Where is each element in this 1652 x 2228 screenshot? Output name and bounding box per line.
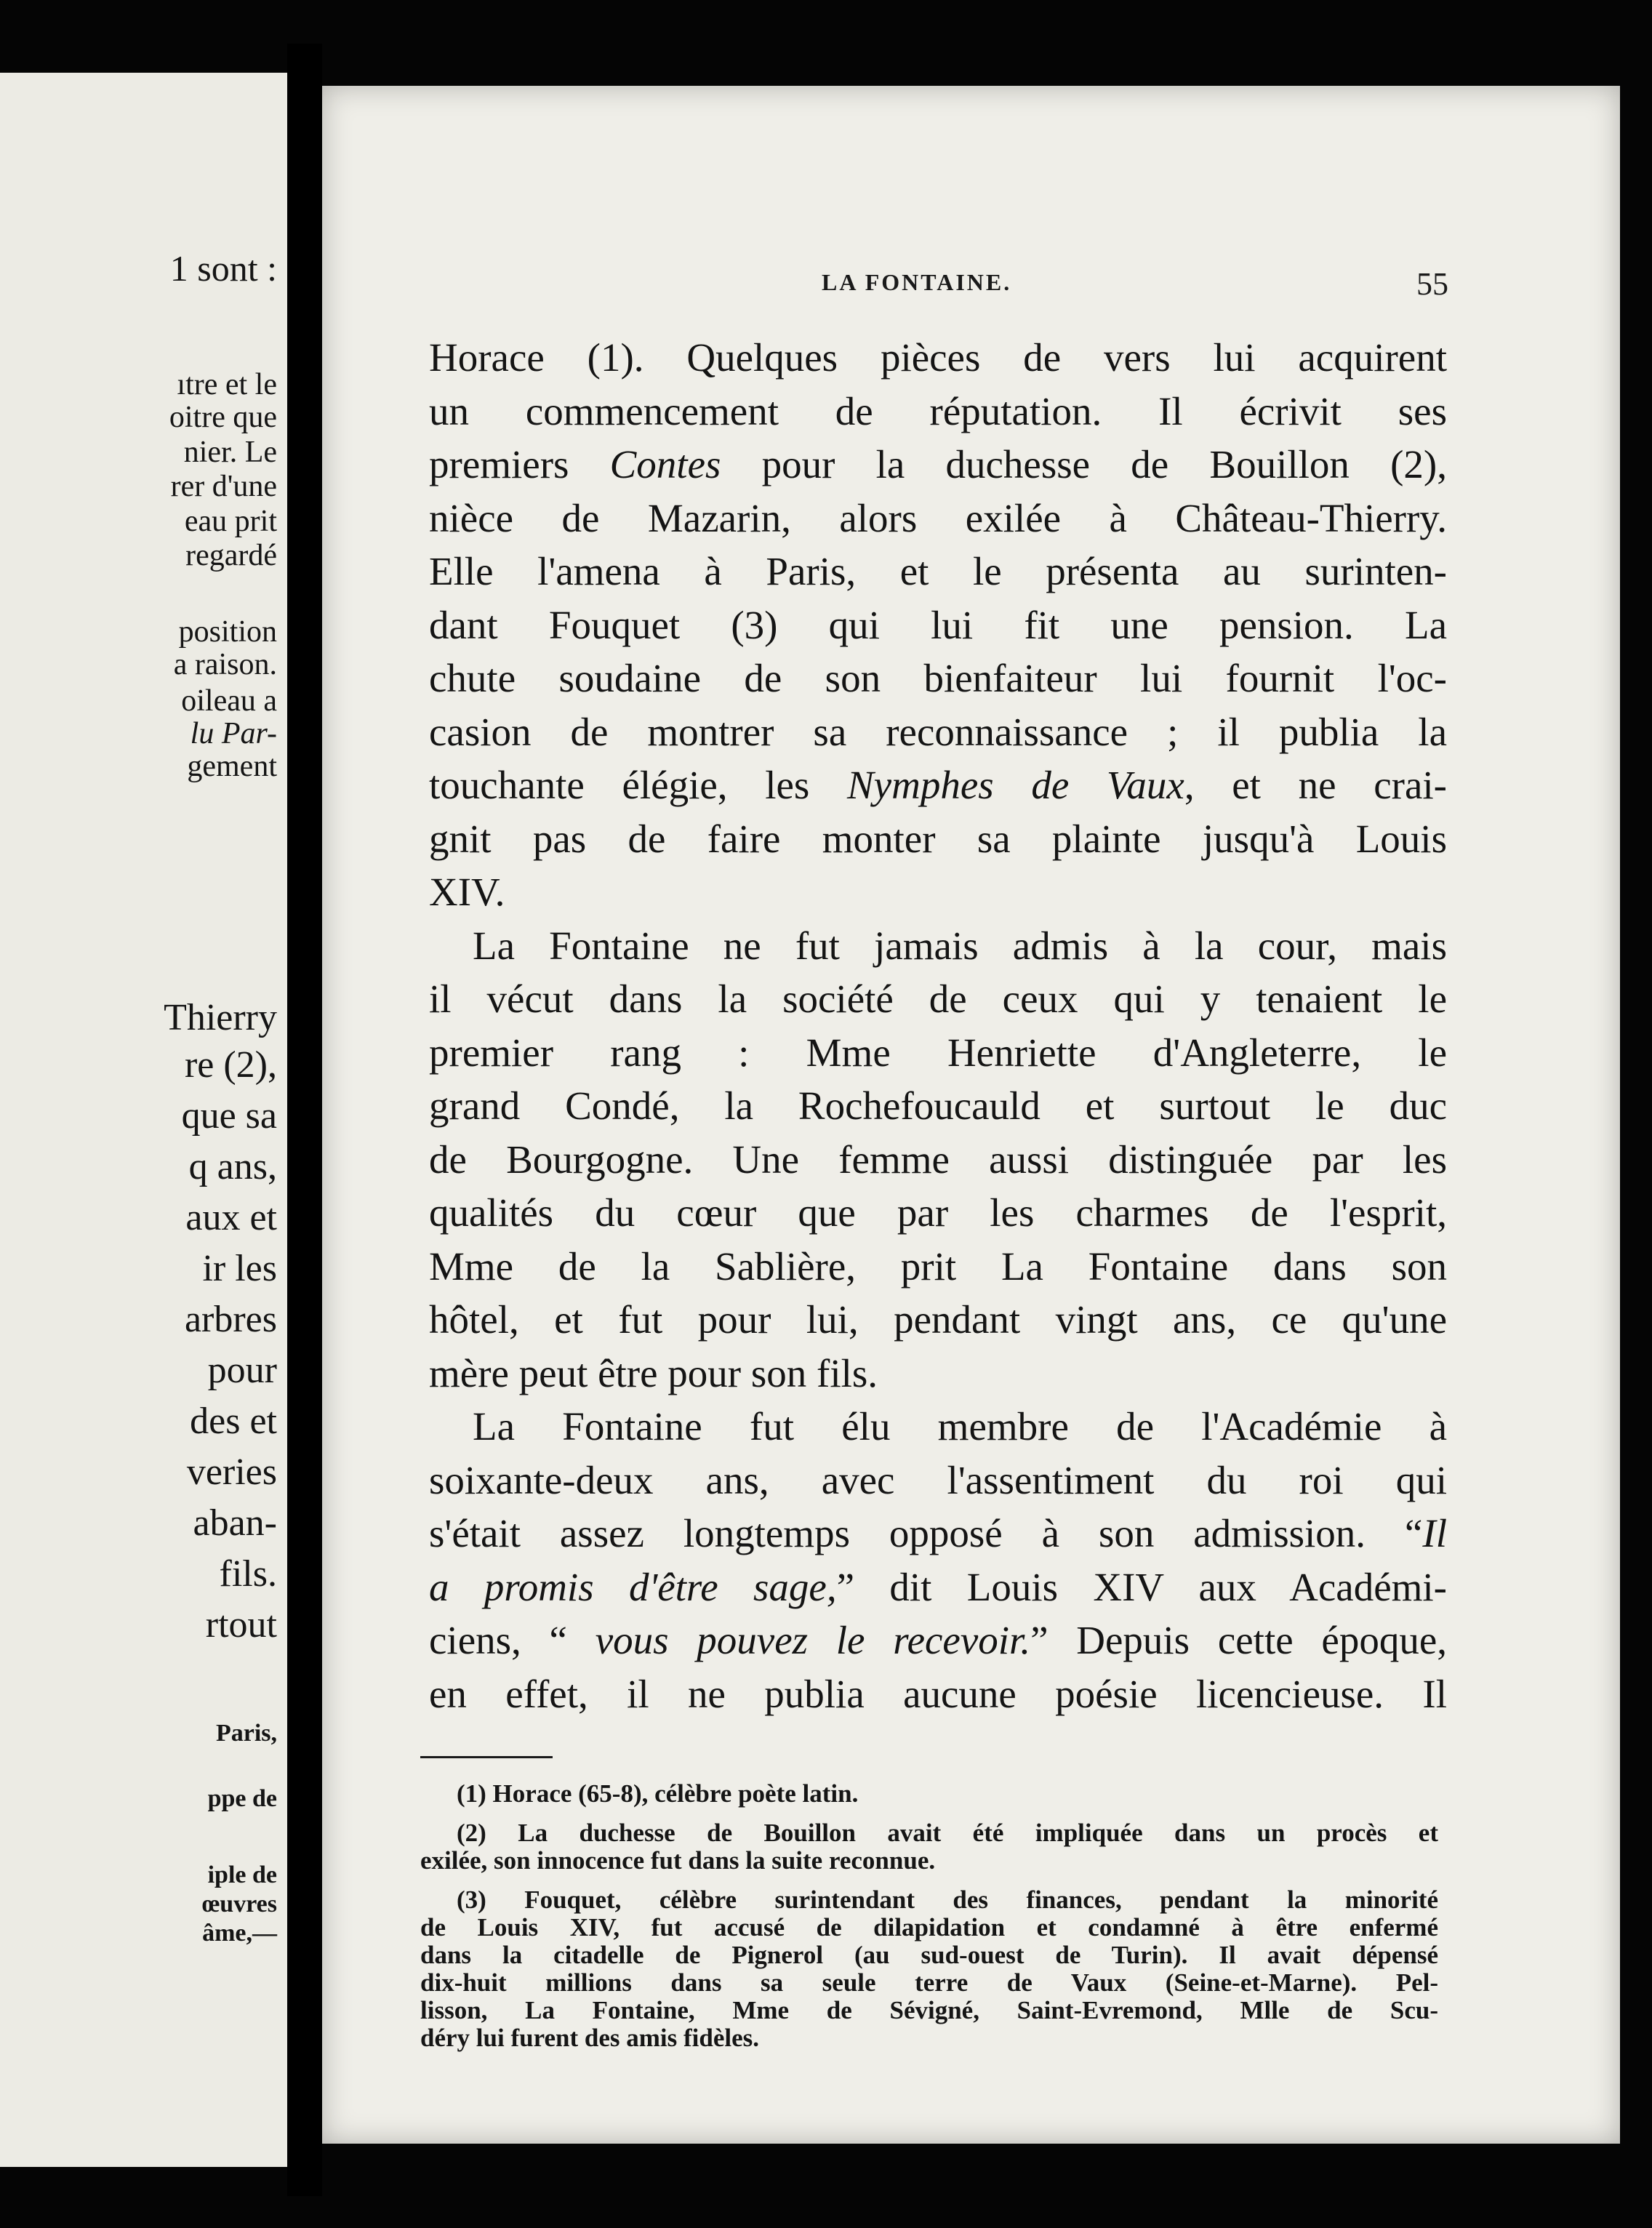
left-page-line: oitre que [169, 401, 277, 434]
footnote-line: exilée, son innocence fut dans la suite reconnue. [420, 1846, 936, 1875]
left-page-line: position [178, 615, 277, 649]
footnote-2 [420, 1819, 1438, 1875]
body-line [429, 1507, 1447, 1560]
footnote-line: de Louis XIV, fut accusé de dilapidation et condamné à être enfermé [420, 1913, 1438, 1942]
body-line: Elle l'amena à Paris, et le présenta au surinten- [429, 549, 1447, 593]
body-line: soixante-deux ans, avec l'assentiment du roi qui [429, 1457, 1447, 1502]
left-page-line: 1 sont : [169, 248, 277, 289]
body-line [429, 438, 1447, 492]
left-page-line: que sa [181, 1095, 277, 1137]
body-text-segment: ” dit Louis XIV aux Académi- [836, 1564, 1447, 1609]
left-page-line: gement [187, 750, 277, 783]
body-line: grand Condé, la Rochefoucauld et surtout le duc [429, 1083, 1447, 1128]
body-text-segment: touchante élégie, les [429, 763, 847, 807]
italic-text: Nymphes de Vaux [847, 763, 1184, 807]
left-page-line: rer d'une [170, 470, 277, 503]
previous-page-fragment [0, 73, 287, 2167]
body-line [429, 1614, 1447, 1667]
body-text-segment: premiers [429, 442, 610, 486]
left-page-line: aban- [193, 1502, 277, 1544]
left-page-line: pour [207, 1350, 277, 1391]
body-text-segment: , et ne crai- [1184, 763, 1447, 807]
body-line: qualités du cœur que par les charmes de l'esprit, [429, 1190, 1447, 1235]
left-page-line: âme,— [202, 1920, 277, 1947]
body-line: La Fontaine ne fut jamais admis à la cour, mais [473, 923, 1447, 968]
body-line: de Bourgogne. Une femme aussi distinguée par les [429, 1137, 1447, 1182]
body-line: premier rang : Mme Henriette d'Angleterre, le [429, 1030, 1447, 1075]
left-page-line: regardé [185, 539, 277, 572]
body-text [429, 331, 1447, 1720]
left-page-line: eau prit [184, 505, 277, 538]
italic-text: vous pouvez le recevoir. [595, 1618, 1031, 1662]
body-line: La Fontaine fut élu membre de l'Académie à [473, 1404, 1447, 1448]
body-text-segment: s'était assez longtemps opposé à son admission. “ [429, 1511, 1423, 1555]
left-page-line: a raison. [173, 648, 277, 681]
left-page-line: iple de [207, 1862, 277, 1888]
body-text-segment: pour la duchesse de Bouillon (2), [721, 442, 1447, 486]
left-page-line: ıtre et le [177, 368, 277, 401]
page-number: 55 [1416, 266, 1448, 302]
footnote-line: dans la citadelle de Pignerol (au sud-ouest de Turin). Il avait dépensé [420, 1941, 1438, 1969]
body-line: dant Fouquet (3) qui lui fit une pension. La [429, 602, 1447, 647]
body-line: Mme de la Sablière, prit La Fontaine dans son [429, 1243, 1447, 1289]
footnote-1 [420, 1780, 1438, 1808]
left-page-line: arbres [184, 1299, 277, 1340]
book-gutter [287, 44, 322, 2196]
body-line [429, 1560, 1447, 1614]
body-text-segment: ” Depuis cette époque, [1030, 1618, 1447, 1662]
left-page-line: œuvres [201, 1891, 277, 1918]
left-page-line: veries [186, 1451, 277, 1493]
body-line: en effet, il ne publia aucune poésie licencieuse. Il [429, 1671, 1447, 1716]
running-title: LA FONTAINE. [822, 269, 1012, 295]
footnote-line: dix-huit millions dans sa seule terre de Vaux (Seine-et-Marne). Pel- [420, 1968, 1438, 1997]
italic-text: a promis d'être sage, [429, 1564, 837, 1609]
body-line: chute soudaine de son bienfaiteur lui fournit l'oc- [429, 656, 1447, 700]
left-page-line: Paris, [215, 1720, 277, 1747]
left-page-line: Thierry [164, 997, 277, 1038]
left-page-line: q ans, [188, 1146, 277, 1187]
body-line: il vécut dans la société de ceux qui y tenaient le [429, 977, 1447, 1021]
left-page-line: ir les [202, 1248, 277, 1289]
left-page-line: nier. Le [183, 436, 277, 469]
italic-text: Il [1422, 1511, 1447, 1555]
footnote-3 [420, 1886, 1438, 2052]
body-line: gnit pas de faire monter sa plainte jusqu'à Louis [429, 816, 1447, 861]
body-line: nièce de Mazarin, alors exilée à Château-Thierry. [429, 495, 1447, 540]
footnote-line: (2) La duchesse de Bouillon avait été impliquée dans un procès et [457, 1819, 1438, 1847]
footnote-line: (1) Horace (65-8), célèbre poète latin. [457, 1779, 859, 1808]
left-page-line: re (2), [184, 1044, 277, 1086]
footnote-line: déry lui furent des amis fidèles. [420, 2024, 760, 2052]
left-page-line: oileau a [181, 684, 277, 718]
left-page-line: ppe de [207, 1785, 277, 1812]
body-line: casion de montrer sa reconnaissance ; il publia la [429, 709, 1447, 754]
italic-text: Contes [609, 442, 721, 486]
footnote-rule [420, 1756, 553, 1758]
body-line: un commencement de réputation. Il écrivit ses [429, 388, 1447, 433]
left-page-line: lu Par- [190, 717, 277, 750]
body-text-segment: ciens, “ [429, 1618, 596, 1662]
left-page-line: rtout [205, 1604, 277, 1646]
footnotes [420, 1780, 1438, 2064]
body-line: mère peut être pour son fils. [429, 1350, 878, 1395]
body-line: XIV. [429, 870, 505, 914]
footnote-line: lisson, La Fontaine, Mme de Sévigné, Saint-Evremond, Mlle de Scu- [420, 1996, 1438, 2024]
body-line: hôtel, et fut pour lui, pendant vingt ans, ce qu'une [429, 1297, 1447, 1342]
left-page-line: des et [190, 1400, 277, 1442]
body-line: Horace (1). Quelques pièces de vers lui acquirent [429, 335, 1447, 380]
body-line [429, 758, 1447, 812]
footnote-line: (3) Fouquet, célèbre surintendant des finances, pendant la minorité [457, 1886, 1438, 1914]
left-page-line: aux et [185, 1197, 277, 1238]
left-page-line: fils. [219, 1553, 277, 1595]
